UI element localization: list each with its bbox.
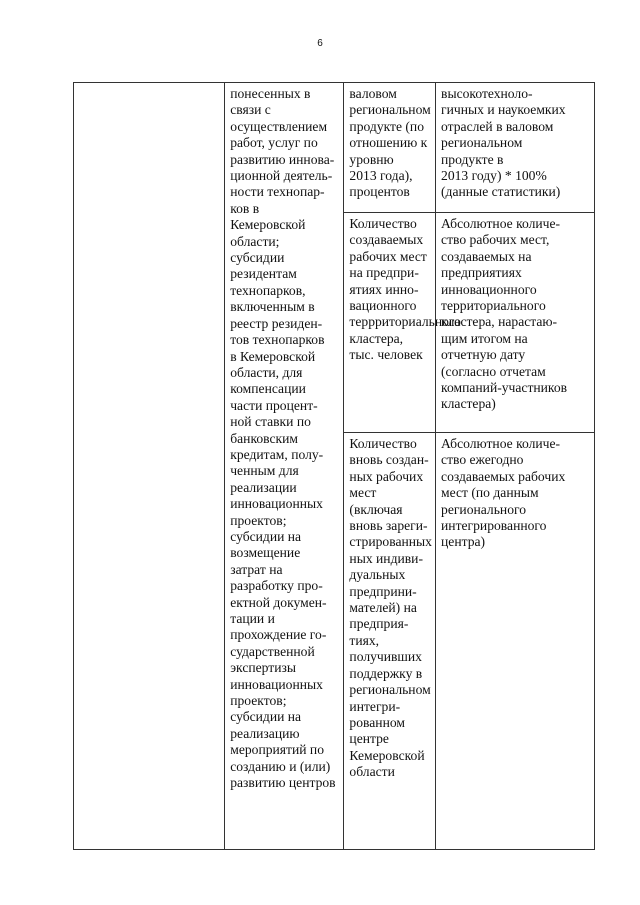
indicator-cell xyxy=(344,83,436,213)
measures-text: понесенных в связи с осуществлением работ, услуг по развитию иннова- ционной деятель- ности технопар- ков в Кемеровской области; субсидии резидентам технопарков, включенным в реестр резиден- тов технопарков в Кемеровской области, для компенсации части процент- ной ставки по банковским кредитам, полу- ченным для реализации инновационных проектов; субсидии на возмещение затрат на разработку про- ектной докумен- тации и прохождение го- сударственной экспертизы инновационных проектов; субсидии на реализацию мероприятий по созданию и (или) развитию центров xyxy=(230,86,336,791)
measures-cell xyxy=(225,83,344,850)
method-text: Абсолютное количе- ство ежегодно создаваемых рабочих мест (по данным регионального интегрированного центра) xyxy=(441,436,566,550)
method-cell xyxy=(436,433,595,850)
page-number: 6 xyxy=(317,38,323,49)
indicator-text: Количество создаваемых рабочих мест на предпри- ятиях инно- вационного террриториального кластера, тыс. человек xyxy=(349,216,461,363)
program-table xyxy=(73,82,595,850)
empty-column-cell xyxy=(74,83,225,850)
method-text: высокотехноло- гичных и наукоемких отраслей в валовом региональном продукте в 2013 году) * 100% (данные статистики) xyxy=(441,86,566,200)
method-text: Абсолютное количе- ство рабочих мест, создаваемых на предприятиях инновационного территориального кластера, нарастаю- щим итогом на отчетную дату (согласно отчетам компаний-участников кластера) xyxy=(441,216,568,412)
indicator-cell xyxy=(344,213,461,433)
indicator-text: валовом региональном продукте (по отношению к уровню 2013 года), процентов xyxy=(349,86,431,200)
indicator-cell xyxy=(344,433,436,850)
method-cell xyxy=(436,83,595,213)
indicator-text: Количество вновь создан- ных рабочих мест (включая вновь зареги- стрированных ных индиви- дуальных предприни- мателей) на предприя- тиях, получивших поддержку в региональном интегри- рованном центре Кемеровской области xyxy=(349,436,432,780)
method-cell xyxy=(436,213,595,433)
table-row xyxy=(74,83,595,213)
